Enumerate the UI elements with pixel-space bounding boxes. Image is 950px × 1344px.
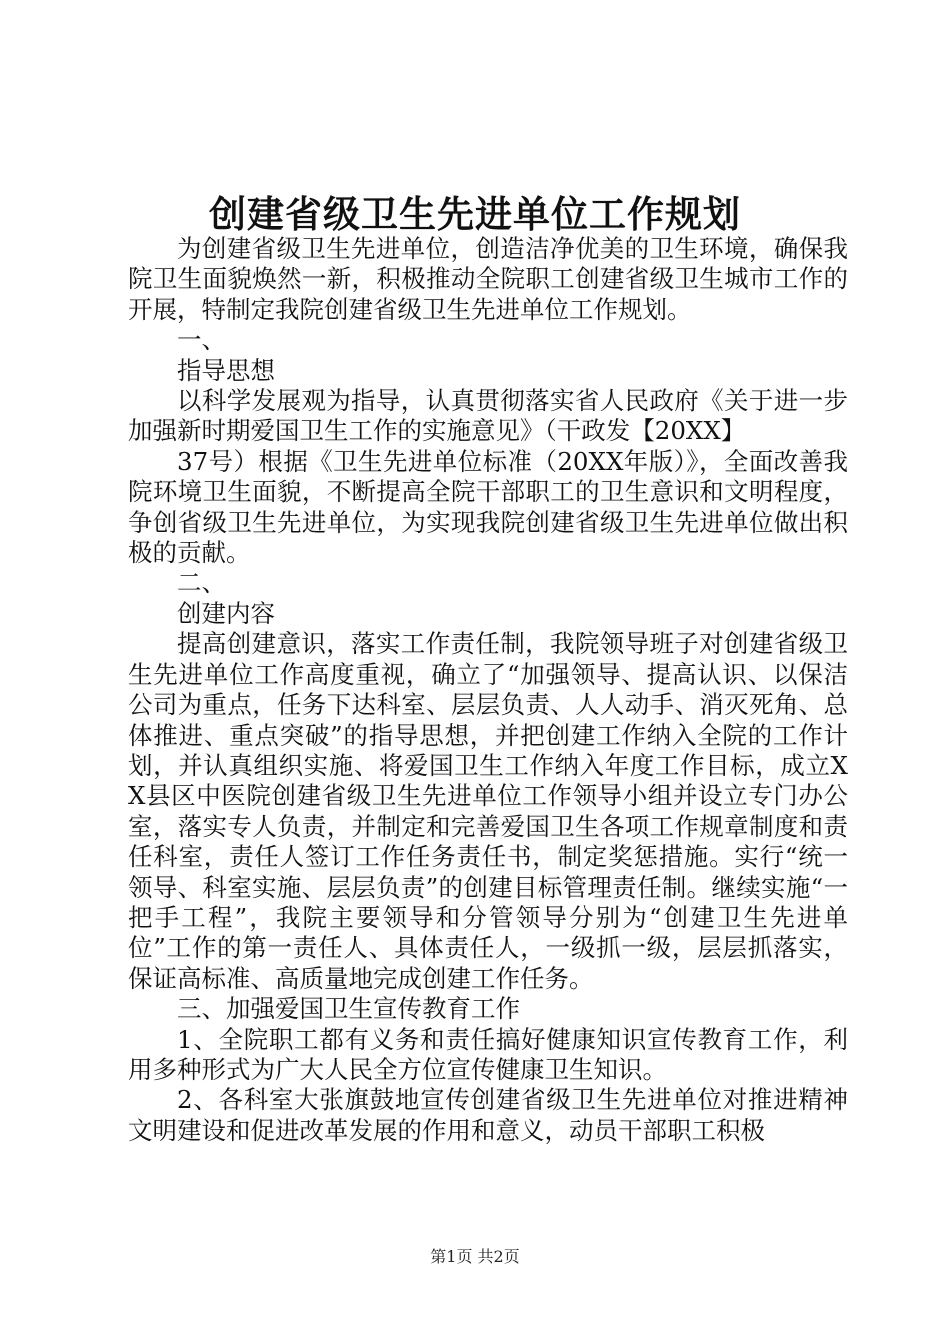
section-number-1: 一、 [177,325,226,355]
intro-paragraph: 为创建省级卫生先进单位，创造洁净优美的卫生环境，确保我院卫生面貌焕然一新，积极推动全院职工创建省级卫生城市工作的开展，特制定我院创建省级卫生先进单位工作规划。 [128,234,848,324]
guiding-thought-paragraph-1: 以科学发展观为指导，认真贯彻落实省人民政府《关于进一步加强新时期爱国卫生工作的实施意见》（干政发【20XX】 [128,386,848,446]
section-heading-publicity: 三、加强爱国卫生宣传教育工作 [177,994,520,1024]
page-footer: 第1页 共2页 [430,1247,520,1266]
publicity-item-2: 2、各科室大张旗鼓地宣传创建省级卫生先进单位对推进精神文明建设和促进改革发展的作用和意义，动员干部职工积极 [128,1085,848,1145]
section-number-2: 二、 [177,568,226,598]
content-paragraph: 提高创建意识，落实工作责任制，我院领导班子对创建省级卫生先进单位工作高度重视，确立了“加强领导、提高认识、以保洁公司为重点，任务下达科室、层层负责、人人动手、消灭死角、总体推进、重点突破”的指导思想，并把创建工作纳入全院的工作计划，并认真组织实施、将爱国卫生工作纳入年度工作目标，成立XX县区中医院创建省级卫生先进单位工作领导小组并设立专门办公室，落实专人负责，并制定和完善爱国卫生各项工作规章制度和责任科室，责任人签订工作任务责任书，制定奖惩措施。实行“统一领导、科室实施、层层负责”的创建目标管理责任制。继续实施“一把手工程”，我院主要领导和分管领导分别为“创建卫生先进单位”工作的第一责任人、具体责任人，一级抓一级，层层抓落实，保证高标准、高质量地完成创建工作任务。 [128,629,848,993]
section-heading-content: 创建内容 [177,598,275,628]
guiding-thought-paragraph-2: 37号）根据《卫生先进单位标准（20XX年版）》，全面改善我院环境卫生面貌，不断提高全院干部职工的卫生意识和文明程度，争创省级卫生先进单位，为实现我院创建省级卫生先进单位做出积极的贡献。 [128,446,848,568]
section-heading-guiding-thought: 指导思想 [177,355,275,385]
document-title: 创建省级卫生先进单位工作规划 [209,192,741,236]
publicity-item-1: 1、全院职工都有义务和责任搞好健康知识宣传教育工作，利用多种形式为广大人民全方位宣传健康卫生知识。 [128,1024,848,1084]
document-body [128,234,848,1146]
